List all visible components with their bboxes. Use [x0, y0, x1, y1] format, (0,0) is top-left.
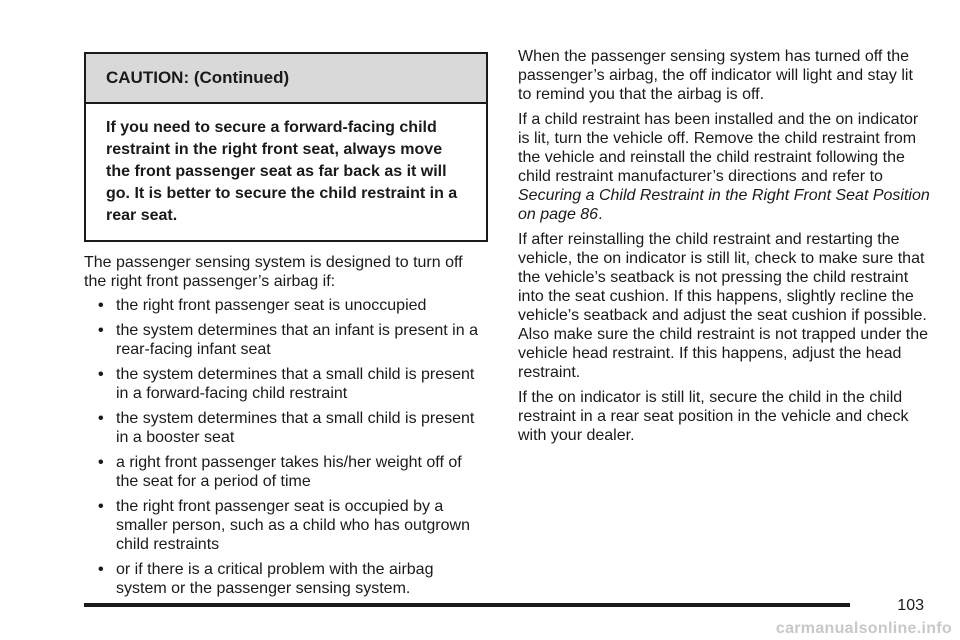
- caution-box: [84, 52, 488, 242]
- bullet-icon: •: [98, 322, 104, 339]
- page-number: 103: [897, 597, 924, 614]
- bullet-icon: •: [98, 498, 104, 515]
- list-item: • the system determines that an infant is present in a rear-facing infant seat: [98, 322, 478, 358]
- list-item: • the system determines that a small child is present in a forward-facing child restraint: [98, 366, 475, 402]
- list-item: • the right front passenger seat is unoccupied: [98, 297, 427, 314]
- left-column: [84, 52, 488, 604]
- bullet-icon: •: [98, 561, 104, 578]
- paragraph-still-lit: If the on indicator is still lit, secure the child in the child restraint in a rear seat position in the vehicle and check with your dealer.: [518, 389, 909, 444]
- cross-reference-link[interactable]: Securing a Child Restraint in the Right Front Seat Position on page 86: [518, 187, 930, 223]
- footer-rule: [84, 603, 850, 607]
- right-column: [518, 47, 930, 451]
- bullet-icon: •: [98, 454, 104, 471]
- bullet-icon: •: [98, 297, 104, 314]
- watermark: carmanualsonline.info: [775, 620, 952, 637]
- caution-text: If you need to secure a forward-facing child restraint in the right front seat, always move the front passenger seat as far back as it will go. It is better to secure the child restraint in a rear seat.: [106, 119, 458, 224]
- condition-list: [84, 296, 488, 598]
- paragraph-off-indicator: When the passenger sensing system has turned off the passenger’s airbag, the off indicator will light and stay lit to remind you that the airbag is off.: [518, 48, 913, 103]
- list-item: • a right front passenger takes his/her weight off of the seat for a period of time: [98, 454, 462, 490]
- paragraph-on-indicator: If a child restraint has been installed and the on indicator is lit, turn the vehicle off. Remove the child restraint from the vehicle and reinstall the child restraint following the child restraint manufacturer’s directions and refer to Securing a Child Restraint in the Right Front Seat Position on page 86.: [518, 111, 930, 223]
- bullet-icon: •: [98, 366, 104, 383]
- list-item: • the right front passenger seat is occupied by a smaller person, such as a child who has outgrown child restraints: [98, 498, 470, 553]
- paragraph-reinstall: If after reinstalling the child restraint and restarting the vehicle, the on indicator is still lit, check to make sure that the vehicle’s seatback is not pressing the child restraint into the seat cushion. If this happens, slightly recline the vehicle’s seatback and adjust the seat cushion if possible. Also make sure the child restraint is not trapped under the vehicle head restraint. If this happens, adjust the head restraint.: [518, 231, 928, 381]
- intro-paragraph: The passenger sensing system is designed to turn off the right front passenger’s airbag if:: [84, 254, 463, 290]
- list-item: • or if there is a critical problem with the airbag system or the passenger sensing system.: [98, 561, 434, 597]
- list-item: • the system determines that a small child is present in a booster seat: [98, 410, 475, 446]
- bullet-icon: •: [98, 410, 104, 427]
- caution-heading: CAUTION: (Continued): [86, 54, 486, 104]
